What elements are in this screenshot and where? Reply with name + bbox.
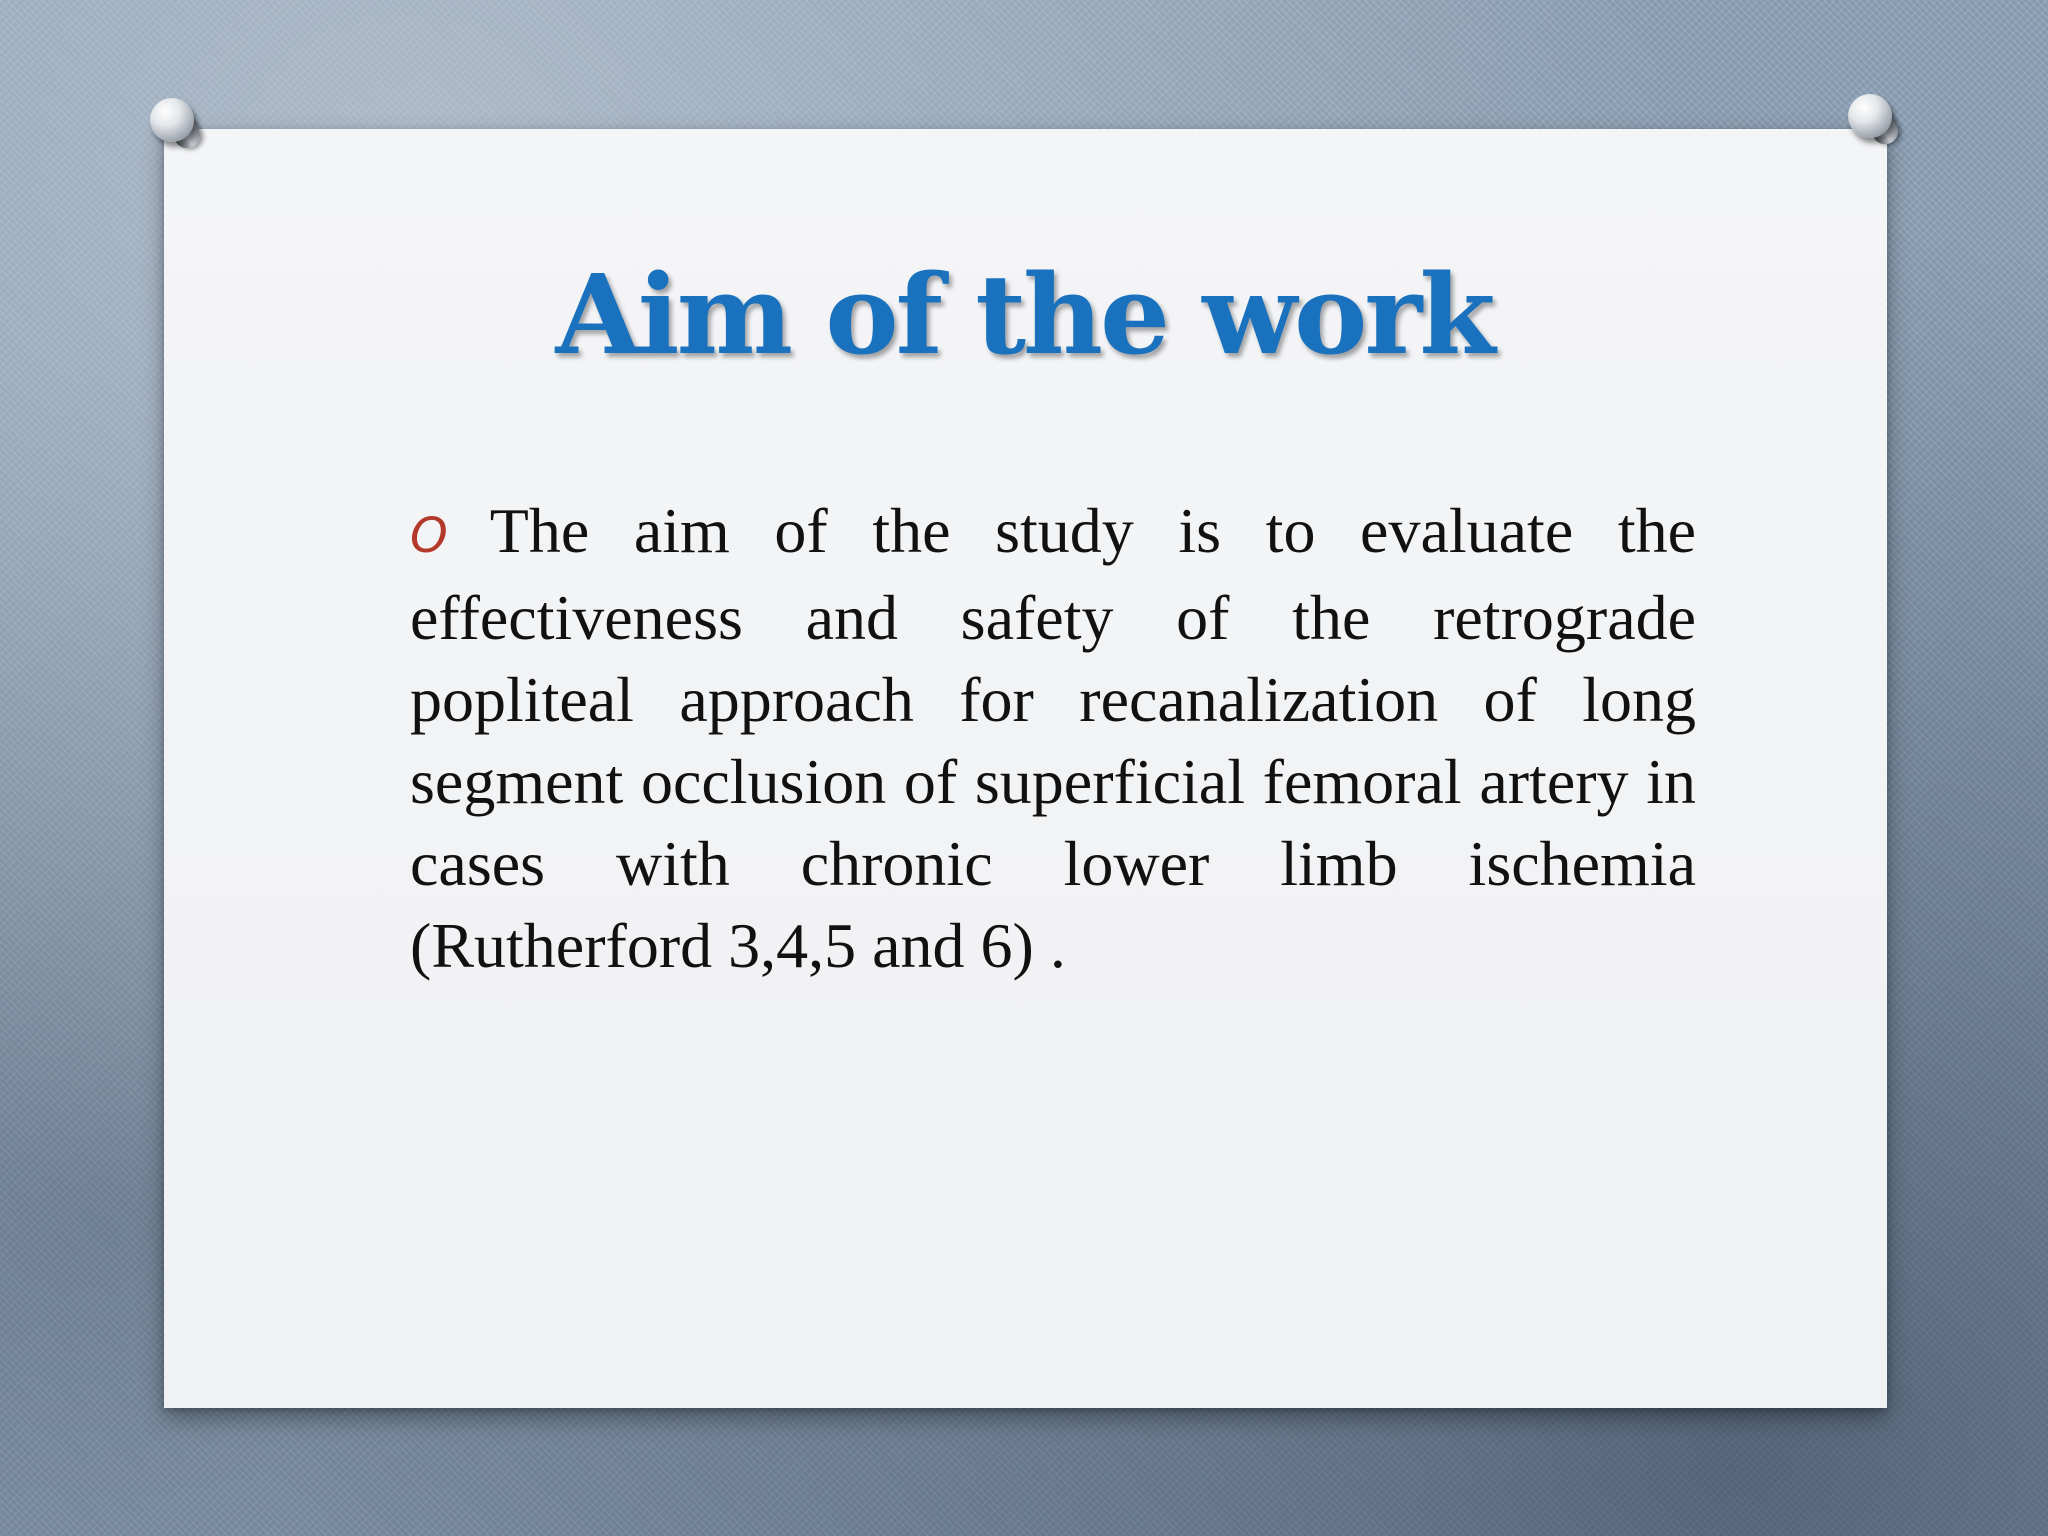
bullet-text: The aim of the study is to evaluate the effectiveness and safety of the retrograde popliteal approach for recanalization of long segment occlusion of superficial femoral artery in cases with chronic lower limb ischemia (Rutherford 3,4,5 and 6) . [410, 495, 1696, 981]
slide-title: Aim of the work [555, 250, 1493, 379]
bullet-marker: O [410, 508, 448, 564]
bullet-item [410, 490, 1696, 987]
pushpin-head [150, 98, 194, 142]
pushpin-icon [1838, 86, 1910, 158]
pushpin-head [1848, 94, 1892, 138]
pushpin-icon [140, 90, 212, 162]
